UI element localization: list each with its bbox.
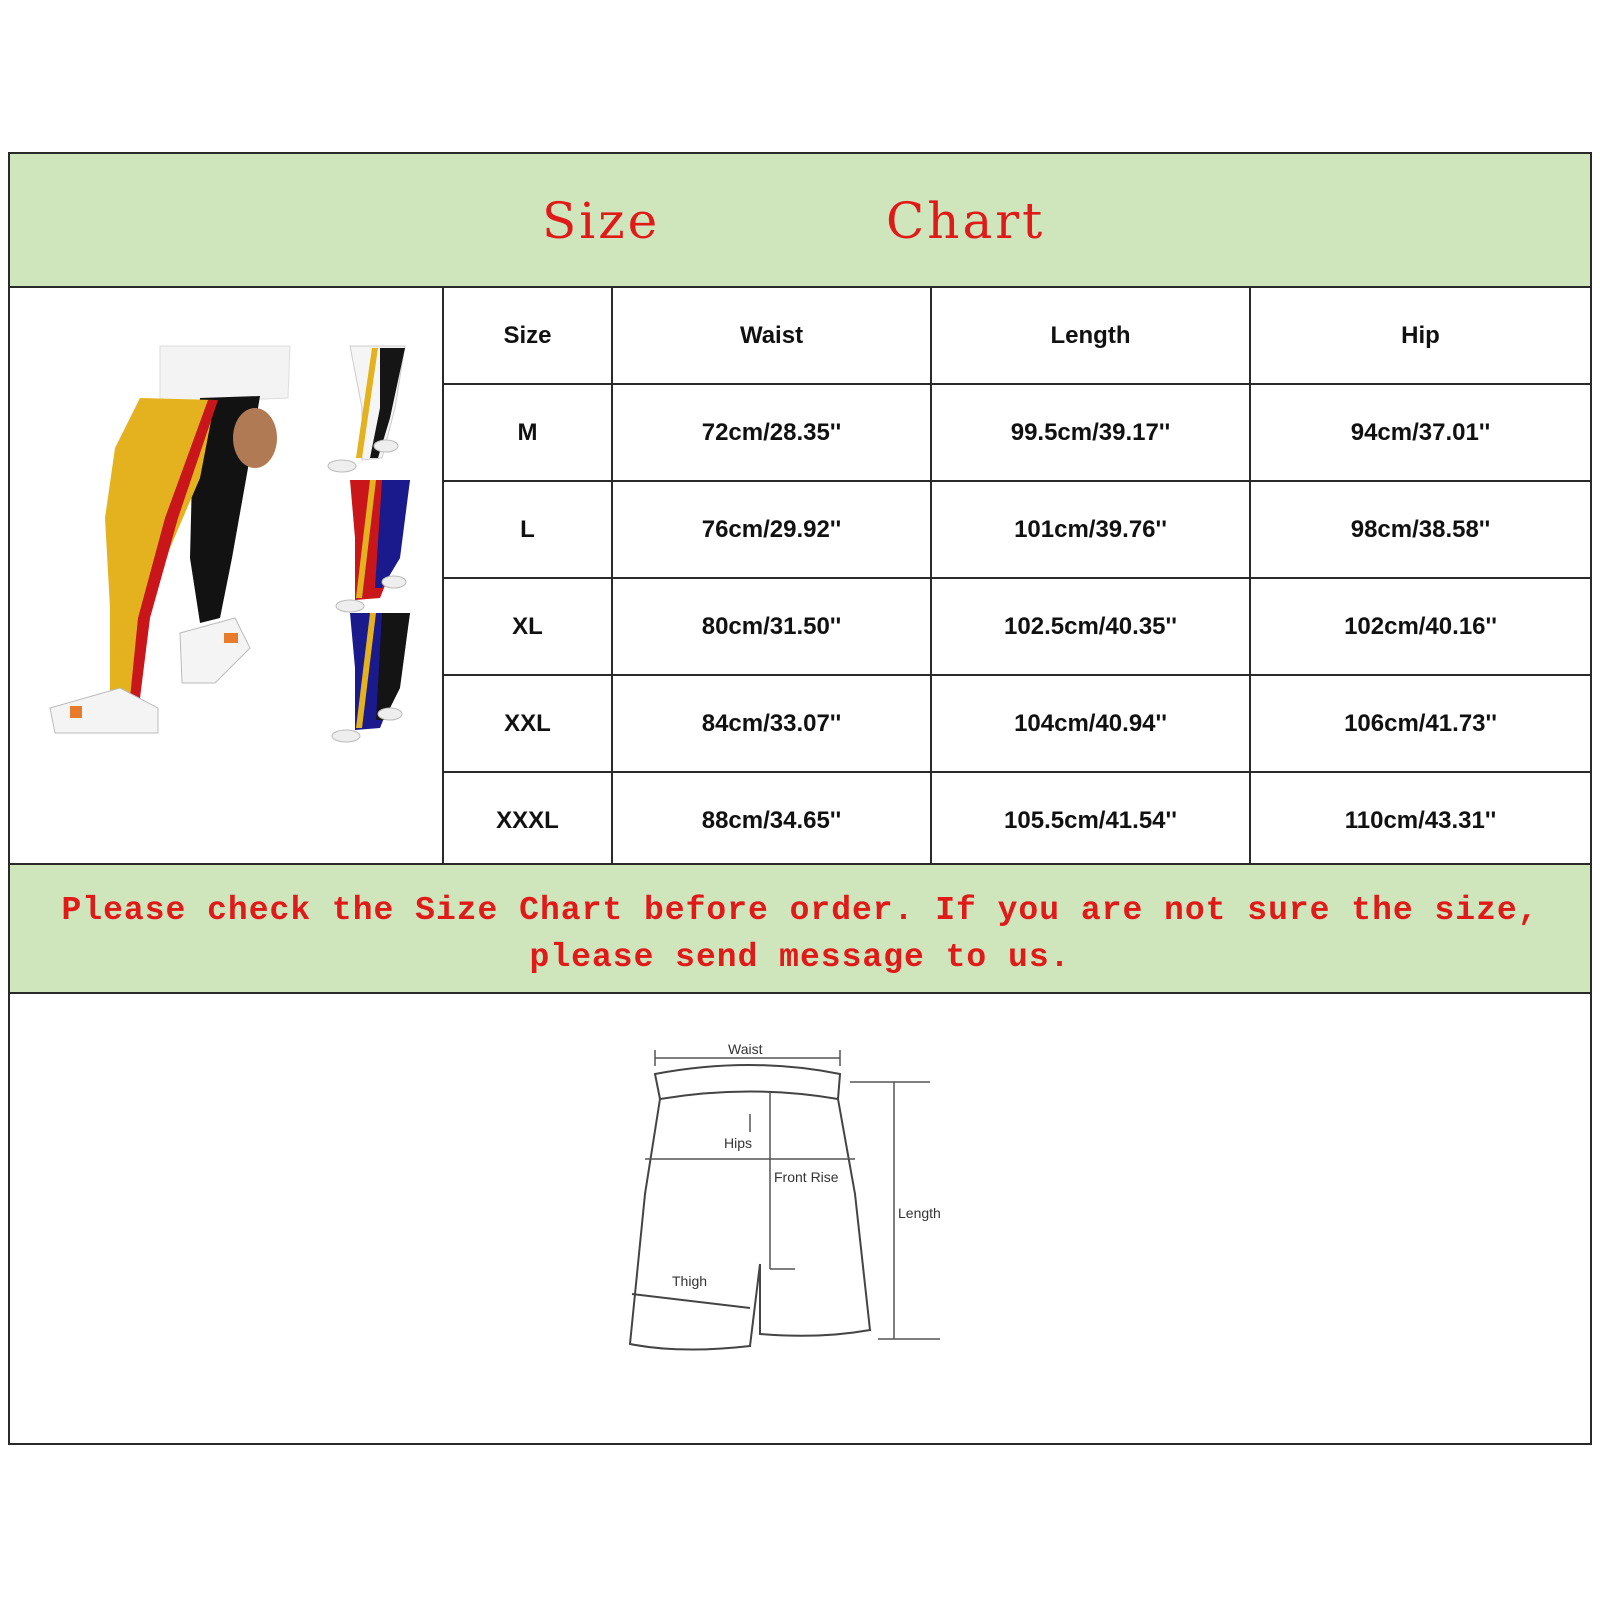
title-word-chart: Chart (886, 192, 1046, 250)
size-cell: M (444, 384, 612, 481)
thumb-blue-pants (332, 613, 410, 742)
table-row (444, 578, 1590, 675)
hip-cell: 94cm/37.01'' (1250, 384, 1590, 481)
chart-body (10, 288, 1590, 863)
title-word-size: Size (542, 192, 661, 250)
thumb-white-pants (328, 346, 405, 472)
measurement-diagram (610, 1014, 970, 1394)
column-header-size: Size (444, 288, 612, 384)
table-row (444, 384, 1590, 481)
waist-cell: 88cm/34.65'' (612, 772, 931, 868)
size-cell: XXL (444, 675, 612, 772)
diagram-label-front-rise: Front Rise (774, 1169, 839, 1185)
title-band (10, 154, 1590, 288)
hip-cell: 110cm/43.31'' (1250, 772, 1590, 868)
product-photo-cell (10, 288, 444, 863)
length-cell: 99.5cm/39.17'' (931, 384, 1250, 481)
size-cell: XXXL (444, 772, 612, 868)
size-table (444, 288, 1590, 868)
column-header-waist: Waist (612, 288, 931, 384)
notice-text: Please check the Size Chart before order. If you are not sure the size, please send message to us. (61, 892, 1539, 976)
length-cell: 104cm/40.94'' (931, 675, 1250, 772)
column-header-length: Length (931, 288, 1250, 384)
pants-photo-icon (10, 288, 440, 863)
size-chart-sheet (8, 152, 1592, 1445)
hip-cell: 102cm/40.16'' (1250, 578, 1590, 675)
size-cell: XL (444, 578, 612, 675)
length-cell: 102.5cm/40.35'' (931, 578, 1250, 675)
table-row (444, 675, 1590, 772)
waist-cell: 76cm/29.92'' (612, 481, 931, 578)
main-pants-illustration (50, 346, 290, 733)
diagram-label-thigh: Thigh (672, 1273, 708, 1289)
hip-cell: 98cm/38.58'' (1250, 481, 1590, 578)
size-cell: L (444, 481, 612, 578)
diagram-label-length: Length (898, 1205, 941, 1221)
hip-cell: 106cm/41.73'' (1250, 675, 1590, 772)
column-header-hip: Hip (1250, 288, 1590, 384)
waist-cell: 80cm/31.50'' (612, 578, 931, 675)
table-header-row (444, 288, 1590, 384)
thumb-red-pants (336, 480, 410, 612)
table-row (444, 772, 1590, 868)
diagram-label-hips: Hips (724, 1135, 753, 1151)
diagram-label-waist: Waist (728, 1041, 763, 1057)
shorts-outline-icon (610, 1014, 970, 1394)
waist-cell: 72cm/28.35'' (612, 384, 931, 481)
notice-band (10, 863, 1590, 994)
table-row (444, 481, 1590, 578)
length-cell: 105.5cm/41.54'' (931, 772, 1250, 868)
length-cell: 101cm/39.76'' (931, 481, 1250, 578)
waist-cell: 84cm/33.07'' (612, 675, 931, 772)
